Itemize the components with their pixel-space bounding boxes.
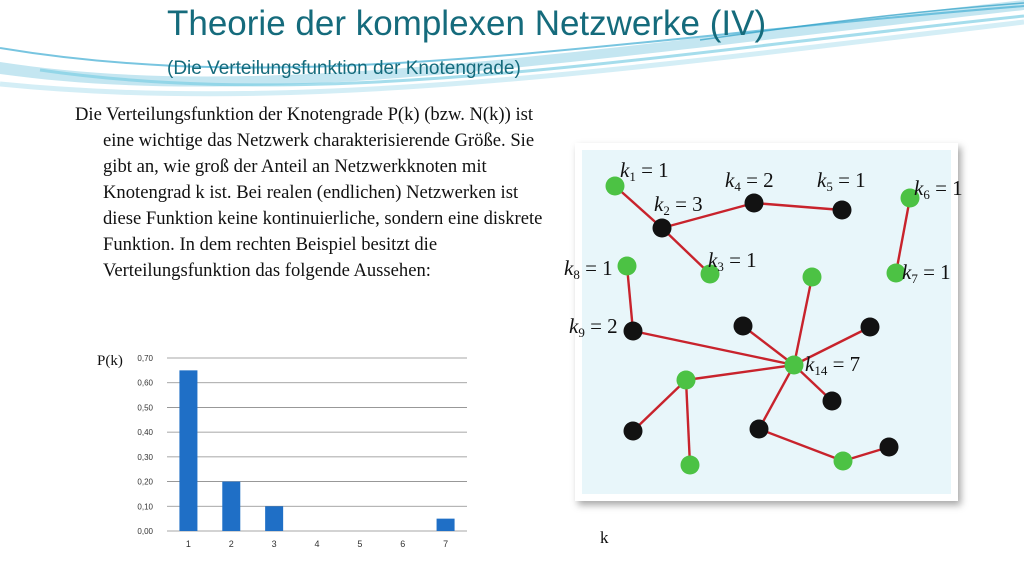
black-node-g: [624, 422, 643, 441]
edge-n2-n3: [662, 228, 710, 274]
edge-h-i: [759, 429, 843, 461]
black-node-n9: [624, 322, 643, 341]
bar-k7: [437, 519, 455, 531]
y-tick-label: 0,50: [137, 403, 153, 413]
x-tick-label: 4: [314, 539, 320, 549]
black-node-j: [880, 438, 899, 457]
y-tick-label: 0,10: [137, 502, 153, 512]
network-canvas: [564, 150, 963, 494]
green-node-f: [681, 456, 700, 475]
network-graph-svg: [582, 150, 951, 494]
black-node-b: [734, 317, 753, 336]
y-tick-label: 0,30: [137, 452, 153, 462]
degree-label-k2: $k_2 = 3$: [654, 192, 703, 218]
page-subtitle: (Die Verteilungsfunktion der Knotengrade): [167, 58, 521, 79]
y-tick-label: 0,00: [137, 527, 153, 536]
y-tick-label: 0,40: [137, 428, 153, 438]
bar-k1: [179, 370, 197, 531]
black-node-d: [823, 392, 842, 411]
degree-label-k1: $k_1 = 1$: [620, 158, 669, 184]
black-node-n5: [833, 201, 852, 220]
x-tick-label: 5: [357, 539, 363, 549]
green-node-n14: [785, 356, 804, 375]
page-title: Theorie der komplexen Netzwerke (IV): [167, 4, 767, 43]
degree-label-k5: $k_5 = 1$: [817, 168, 866, 194]
edge-n8-n9: [627, 266, 633, 331]
green-node-i: [834, 452, 853, 471]
edge-n14-h: [759, 365, 794, 429]
black-node-h: [750, 420, 769, 439]
bar-k3: [265, 506, 283, 531]
edge-e-g: [633, 380, 686, 431]
x-axis-label: k: [600, 528, 609, 547]
degree-label-k3: $k_3 = 1$: [708, 248, 757, 274]
y-axis-label: P(k): [97, 353, 123, 369]
x-tick-label: 3: [271, 539, 277, 549]
green-node-n8: [618, 257, 637, 276]
edge-e-f: [686, 380, 690, 465]
network-panel: [564, 143, 963, 501]
edge-n14-e: [686, 365, 794, 380]
bar-k2: [222, 482, 240, 531]
degree-label-k7: $k_7 = 1$: [902, 260, 951, 286]
x-tick-label: 7: [443, 539, 449, 549]
bar-chart-svg: [95, 346, 475, 556]
y-tick-label: 0,70: [137, 354, 153, 363]
degree-label-k4: $k_4 = 2$: [725, 168, 774, 194]
x-tick-label: 2: [228, 539, 234, 549]
degree-label-k9: $k_9 = 2$: [569, 314, 618, 340]
black-node-c: [861, 318, 880, 337]
edge-n4-n5: [754, 203, 842, 210]
degree-label-k8: $k_8 = 1$: [564, 256, 613, 282]
degree-distribution-chart: [95, 346, 475, 561]
degree-label-k6: $k_6 = 1$: [914, 176, 963, 202]
green-node-a: [803, 268, 822, 287]
x-tick-label: 1: [185, 539, 191, 549]
black-node-n4: [745, 194, 764, 213]
x-tick-label: 6: [400, 539, 406, 549]
y-tick-label: 0,20: [137, 477, 153, 487]
degree-label-k14: $k_{14} = 7$: [805, 352, 861, 378]
body-paragraph: Die Verteilungsfunktion der Knotengrade P(k) (bzw. N(k)) ist eine wichtige das Netzwerk charakterisierende Größe. Sie gibt an, wie groß der Anteil an Netzwerkknoten mit Knotengrad k ist. Bei realen (endlichen) Netzwerken ist diese Funktion keine kontinuierliche, sondern eine diskrete Funktion. In dem rechten Beispiel besitzt die Verteilungsfunktion das folgende Aussehen:: [75, 104, 543, 281]
green-node-e: [677, 371, 696, 390]
y-tick-label: 0,60: [137, 378, 153, 388]
black-node-n2: [653, 219, 672, 238]
